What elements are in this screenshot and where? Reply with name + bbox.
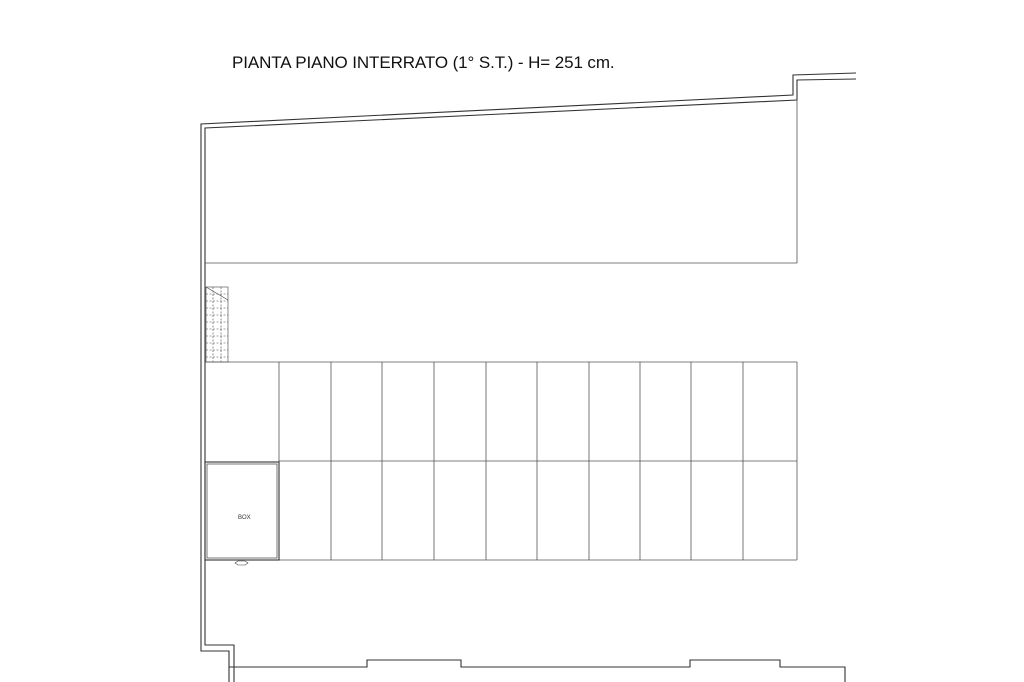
upper-room <box>205 100 797 263</box>
perimeter-wall <box>201 73 856 682</box>
box-label: BOX <box>238 515 251 521</box>
box-garage <box>205 462 279 560</box>
parking-grid <box>205 362 797 560</box>
door-symbol <box>235 561 248 565</box>
plan-title: PIANTA PIANO INTERRATO (1° S.T.) - H= 251 cm. <box>232 53 615 72</box>
staircase <box>206 287 228 362</box>
